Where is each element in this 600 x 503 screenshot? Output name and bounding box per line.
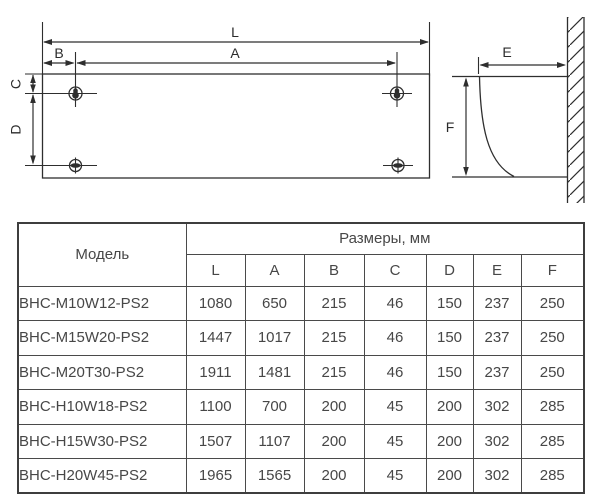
value-L: 1447 [186, 321, 245, 356]
value-D: 200 [426, 459, 473, 494]
table-row [18, 321, 584, 356]
dim-label-F: F [445, 119, 455, 135]
value-E: 237 [473, 321, 521, 356]
dim-label-B: B [54, 45, 64, 61]
value-B: 215 [304, 286, 364, 321]
unit-front-outline [43, 74, 430, 178]
value-F: 250 [521, 321, 584, 356]
value-A: 1017 [245, 321, 304, 356]
value-F: 285 [521, 390, 584, 425]
value-A: 1481 [245, 355, 304, 390]
dimension-D [30, 94, 36, 165]
table-row [18, 355, 584, 390]
col-header-F: F [521, 254, 584, 286]
table-header-row [18, 223, 584, 254]
model-name: BHC-M20T30-PS2 [18, 355, 186, 390]
value-E: 237 [473, 286, 521, 321]
front-view [25, 22, 430, 178]
value-B: 215 [304, 321, 364, 356]
value-D: 150 [426, 321, 473, 356]
table-row [18, 424, 584, 459]
value-D: 200 [426, 424, 473, 459]
dim-label-C: C [7, 78, 24, 90]
dim-label-E: E [502, 44, 512, 60]
value-E: 302 [473, 459, 521, 494]
dimension-F [463, 78, 469, 177]
extension-lines [25, 22, 430, 166]
value-F: 285 [521, 459, 584, 494]
col-header-B: B [304, 254, 364, 286]
col-header-C: C [364, 254, 426, 286]
model-column-header: Модель [18, 223, 186, 286]
table-row [18, 459, 584, 494]
value-D: 150 [426, 355, 473, 390]
value-L: 1100 [186, 390, 245, 425]
value-E: 237 [473, 355, 521, 390]
model-name: BHC-H10W18-PS2 [18, 390, 186, 425]
model-name: BHC-M15W20-PS2 [18, 321, 186, 356]
dim-label-L: L [231, 24, 239, 40]
value-E: 302 [473, 390, 521, 425]
model-name: BHC-H15W30-PS2 [18, 424, 186, 459]
value-F: 250 [521, 286, 584, 321]
value-B: 215 [304, 355, 364, 390]
model-name: BHC-M10W12-PS2 [18, 286, 186, 321]
value-C: 46 [364, 355, 426, 390]
value-A: 650 [245, 286, 304, 321]
mounting-hole-bottom-left [70, 158, 82, 174]
dimensions-column-header: Размеры, мм [186, 223, 584, 254]
model-name: BHC-H20W45-PS2 [18, 459, 186, 494]
value-L: 1911 [186, 355, 245, 390]
value-D: 200 [426, 390, 473, 425]
value-C: 45 [364, 424, 426, 459]
side-view [452, 17, 584, 203]
value-L: 1965 [186, 459, 245, 494]
col-header-A: A [245, 254, 304, 286]
dimension-E [479, 57, 567, 74]
dim-label-A: A [230, 45, 240, 61]
value-A: 1565 [245, 459, 304, 494]
dimension-C [30, 75, 36, 93]
col-header-E: E [473, 254, 521, 286]
wall-section [568, 17, 585, 203]
table-row [18, 286, 584, 321]
value-L: 1080 [186, 286, 245, 321]
col-header-L: L [186, 254, 245, 286]
value-B: 200 [304, 459, 364, 494]
value-C: 46 [364, 321, 426, 356]
value-D: 150 [426, 286, 473, 321]
value-C: 45 [364, 390, 426, 425]
value-C: 46 [364, 286, 426, 321]
unit-side-profile [452, 77, 568, 178]
dim-label-D: D [7, 124, 24, 135]
value-A: 1107 [245, 424, 304, 459]
value-C: 45 [364, 459, 426, 494]
value-B: 200 [304, 424, 364, 459]
value-F: 285 [521, 424, 584, 459]
value-L: 1507 [186, 424, 245, 459]
dimensions-table [17, 222, 585, 494]
value-E: 302 [473, 424, 521, 459]
value-F: 250 [521, 355, 584, 390]
table-row [18, 390, 584, 425]
value-B: 200 [304, 390, 364, 425]
dimension-diagrams [0, 0, 600, 215]
mounting-hole-bottom-right [392, 158, 404, 174]
col-header-D: D [426, 254, 473, 286]
value-A: 700 [245, 390, 304, 425]
